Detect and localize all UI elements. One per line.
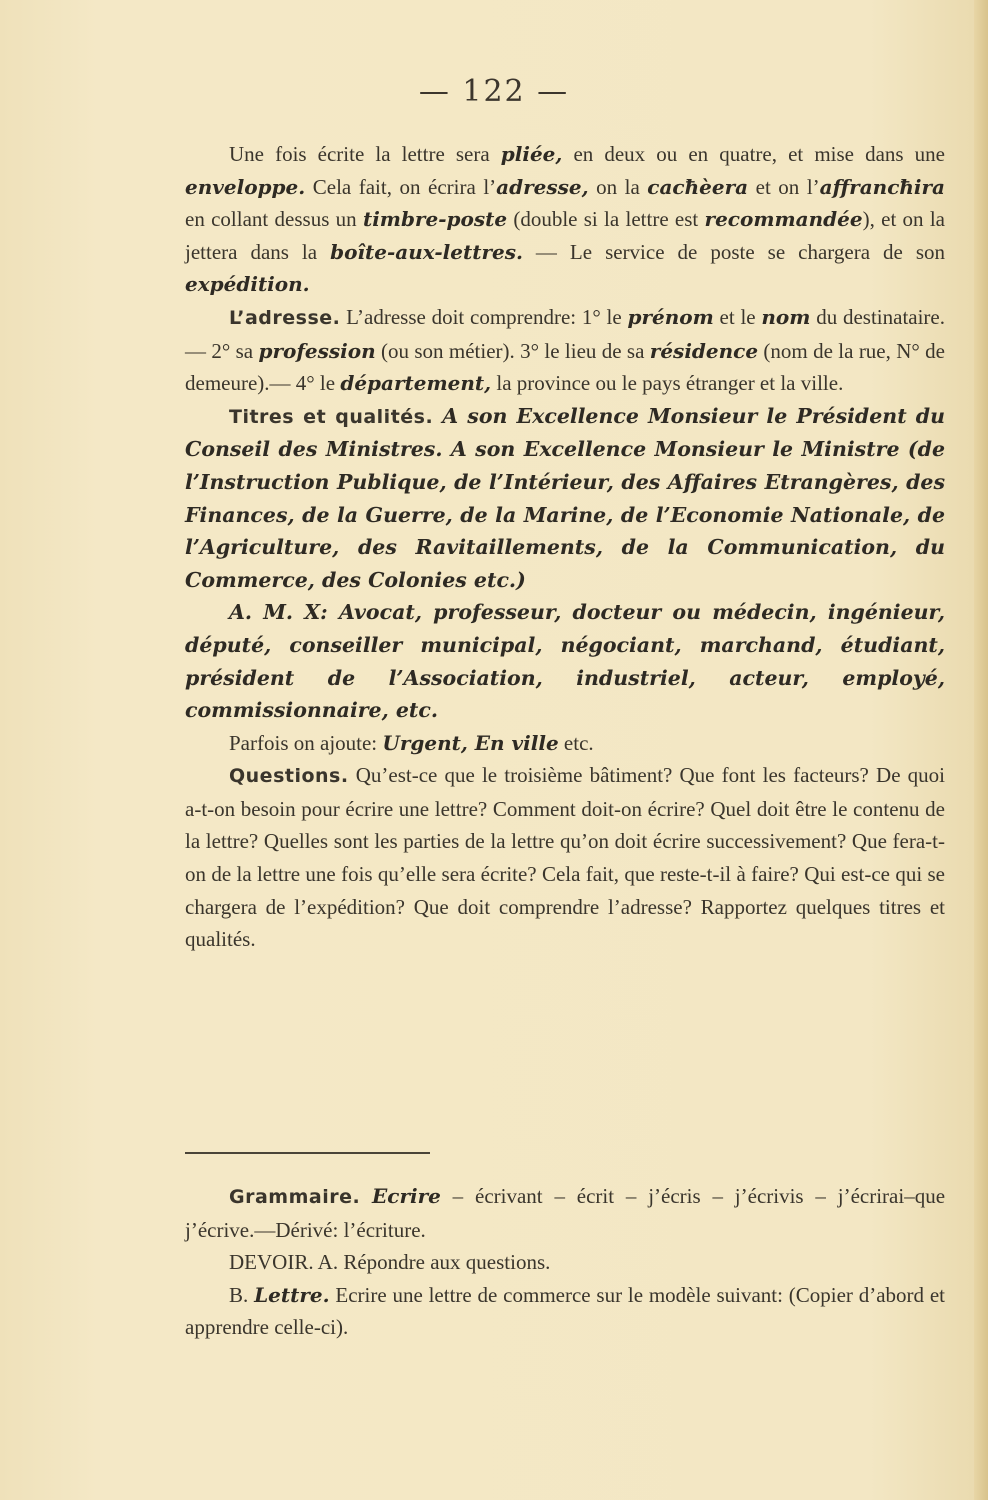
text-run: en deux ou en quatre, et mise dans une xyxy=(562,142,945,166)
paragraph-questions xyxy=(185,759,945,956)
keyword: affrancħira xyxy=(819,174,946,199)
keyword: Urgent, En ville xyxy=(382,730,559,755)
keyword: profession xyxy=(258,338,376,363)
text-run: etc. xyxy=(558,730,594,755)
text-run: Ecrire une lettre de commerce sur le modèle suivant: (Copier d’abord et apprendre celle-ci). xyxy=(185,1282,945,1339)
paragraph-adresse xyxy=(185,301,945,400)
text-run: (double si la lettre est xyxy=(507,207,705,232)
text-run: la province ou le pays étranger et la ville. xyxy=(491,371,844,396)
keyword: Ecrire xyxy=(372,1184,441,1208)
keyword: recommandée xyxy=(704,207,863,232)
keyword: résidence xyxy=(649,338,759,363)
text-run: DEVOIR. A. Répondre aux questions. xyxy=(229,1250,551,1274)
text-run: – écrivant – écrit – j’écris – j’écrivis – j’écrirai–que j’écrive.—Dérivé: l’écriture. xyxy=(185,1184,946,1242)
text-run: Parfois on ajoute: xyxy=(229,730,383,755)
section-heading: Questions. xyxy=(229,765,349,788)
keyword: enveloppe. xyxy=(185,174,306,199)
text-run: Cela fait, on écrira l’ xyxy=(305,174,497,199)
text-run: L’adresse doit comprendre: 1° le xyxy=(340,304,628,329)
section-heading: L’adresse. xyxy=(229,306,341,329)
text-run: Une fois écrite la lettre sera xyxy=(229,142,501,166)
keyword: cacħèera xyxy=(647,174,749,199)
keyword: timbre-poste xyxy=(362,207,508,232)
page-number: — 122 — xyxy=(418,74,570,109)
section-heading: Grammaire. xyxy=(229,1186,361,1208)
text-run: on la xyxy=(588,174,648,199)
keyword: boîte-aux-lettres. xyxy=(330,239,523,264)
keyword: département, xyxy=(340,371,492,396)
paragraph-devoir xyxy=(185,1246,945,1279)
keyword: nom xyxy=(761,304,811,329)
text-run: — Le service de poste se chargera de son xyxy=(522,239,946,264)
keyword: pliée, xyxy=(500,142,563,166)
keyword: expédition. xyxy=(185,272,310,297)
text-run: en collant dessus un xyxy=(185,207,363,232)
paragraph-lettre-envoi xyxy=(185,138,945,301)
paragraph-qualites xyxy=(185,596,945,726)
text-run: B. xyxy=(229,1282,255,1307)
titles-list: A son Excellence Monsieur le Président du Conseil des Ministres. A son Excellence Monsieur le Ministre (de l’Instruction Publique, de l’Intérieur, des Affaires Etrangères, des Finances, de la Guerre, de la Marine, de l’Economie Nationale, de l’Agriculture, des Ravitaillements, de la Communication, du Commerce, des Colonies etc.) xyxy=(185,403,946,592)
text-run: (ou son métier). 3° le lieu de sa xyxy=(375,338,650,363)
qualites-list: A. M. X: Avocat, professeur, docteur ou médecin, ingénieur, député, conseiller municipal, négociant, marchand, étudiant, président de l’Association, industriel, acteur, employé, commissionnaire, etc. xyxy=(185,600,945,723)
keyword: prénom xyxy=(627,304,714,329)
paragraph-parfois xyxy=(185,727,945,760)
page-edge xyxy=(974,0,988,1500)
paragraph-grammaire xyxy=(185,1180,945,1246)
exercises xyxy=(185,1180,945,1344)
keyword: Lettre. xyxy=(254,1282,330,1307)
divider xyxy=(185,1152,430,1154)
text-run: et on l’ xyxy=(748,174,820,199)
section-heading: Titres et qualités. xyxy=(229,405,434,428)
text-run: et le xyxy=(713,304,762,329)
paragraph-lettre xyxy=(185,1279,945,1344)
text-run: du destinataire.— 2° sa xyxy=(185,304,945,363)
main-text xyxy=(185,138,945,956)
keyword: adresse, xyxy=(496,174,589,199)
text-run: (nom de la rue, N° de demeure).— 4° le xyxy=(185,338,945,396)
questions-text: Qu’est-ce que le troisième bâtiment? Que font les facteurs? De quoi a-t-on besoin pour écrire une lettre? Comment doit-on écrire? Quel doit être le contenu de la lettre? Quelles sont les parties de la lettre qu’on doit écrire successivement? Que fera-t-on de la lettre une fois qu’elle sera écrite? Cela fait, que reste-t-il à faire? Qui est-ce qui se chargera de l’expédition? Que doit comprendre l’adresse? Rapportez quelques titres et qualités. xyxy=(185,763,945,952)
text-run: ), et on la jettera dans la xyxy=(185,207,946,264)
paragraph-titres xyxy=(185,400,945,597)
